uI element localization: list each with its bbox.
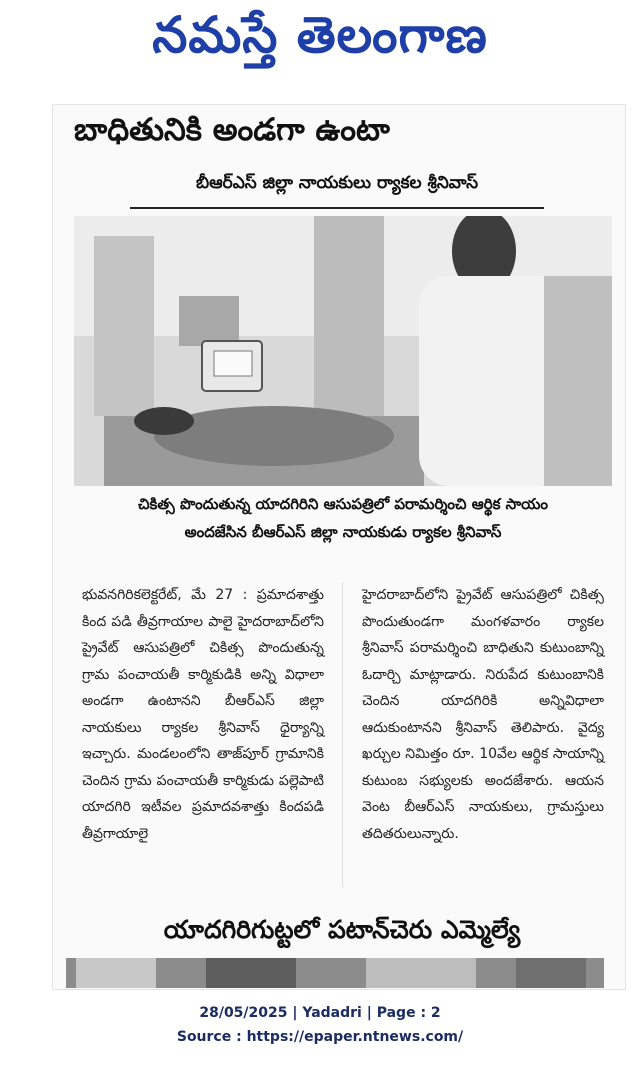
- edition-info: 28/05/2025 | Yadadri | Page : 2: [199, 1005, 441, 1021]
- caption-line-2: అందజేసిన బీఆర్ఎస్ జిల్లా నాయకుడు ర్యాకల శ్రీనివాస్: [184, 523, 502, 541]
- hospital-photo: [74, 216, 612, 486]
- caption-line-1: చికిత్స పొందుతున్న యాదగిరిని ఆసుపత్రిలో పరామర్శించి ఆర్థిక సాయం: [138, 495, 548, 513]
- subheadline-underline: [130, 207, 544, 209]
- newspaper-title: నమస్తే తెలంగాణ: [152, 6, 488, 64]
- article-headline: బాధితునికి అండగా ఉంటా: [74, 112, 390, 148]
- column-divider: [342, 582, 343, 887]
- article-body-right-column: హైదరాబాద్‌లోని ప్రైవేట్ ఆసుపత్రిలో చికిత్స పొందుతుండగా మంగళవారం ర్యాకల శ్రీనివాస్ పరామర్శించి బాధితుని కుటుంబాన్ని ఓదార్చి మాట్లాడారు. నిరుపేద కుటుంబానికి చెందిన యాదగిరికి అన్నివిధాలా ఆదుకుంటానని శ్రీనివాస్ తెలిపారు. వైద్య ఖర్చుల నిమిత్తం రూ. 10వేల ఆర్థిక సాయాన్ని కుటుంబ సభ్యులకు అందజేశారు. ఆయన వెంట బీఆర్ఎస్ నాయకులు, గ్రామస్తులు తదితరులున్నారు.: [362, 587, 604, 842]
- photo-caption: [76, 490, 610, 546]
- masthead: [0, 0, 640, 80]
- source-link[interactable]: Source : https://epaper.ntnews.com/: [176, 1029, 464, 1045]
- article-subheadline: బీఆర్ఎస్ జిల్లా నాయకులు ర్యాకల శ్రీనివాస్: [195, 173, 479, 193]
- temple-photo-illustration: [66, 958, 604, 988]
- next-article-photo-strip: [66, 958, 604, 988]
- article-body-left-column: భువనగిరికలెక్టరేట్, మే 27 : ప్రమాదశాత్తు కింద పడి తీవ్రగాయాల పాలై హైదరాబాద్‌లోని ప్రైవేట్ ఆసుపత్రిలో చికిత్స పొందుతున్న గ్రామ పంచాయతీ కార్మికుడికి అన్ని విధాలా అండగా ఉంటానని బీఆర్ఎస్ జిల్లా నాయకులు ర్యాకల శ్రీనివాస్ ధైర్యాన్ని ఇచ్చారు. మండలంలోని తాజ్‌పూర్ గ్రామానికి చెందిన గ్రామ పంచాయతీ కార్మికుడు పల్లెపాటి యాదగిరి ఇటీవల ప్రమాదవశాత్తు కిందపడి తీవ్రగాయాలై: [82, 587, 324, 842]
- photo-illustration: [74, 216, 612, 486]
- page-footer: [0, 1001, 640, 1049]
- next-article-headline: యాదగిరిగుట్టలో పటాన్‌చెరు ఎమ్మెల్యే: [163, 915, 521, 944]
